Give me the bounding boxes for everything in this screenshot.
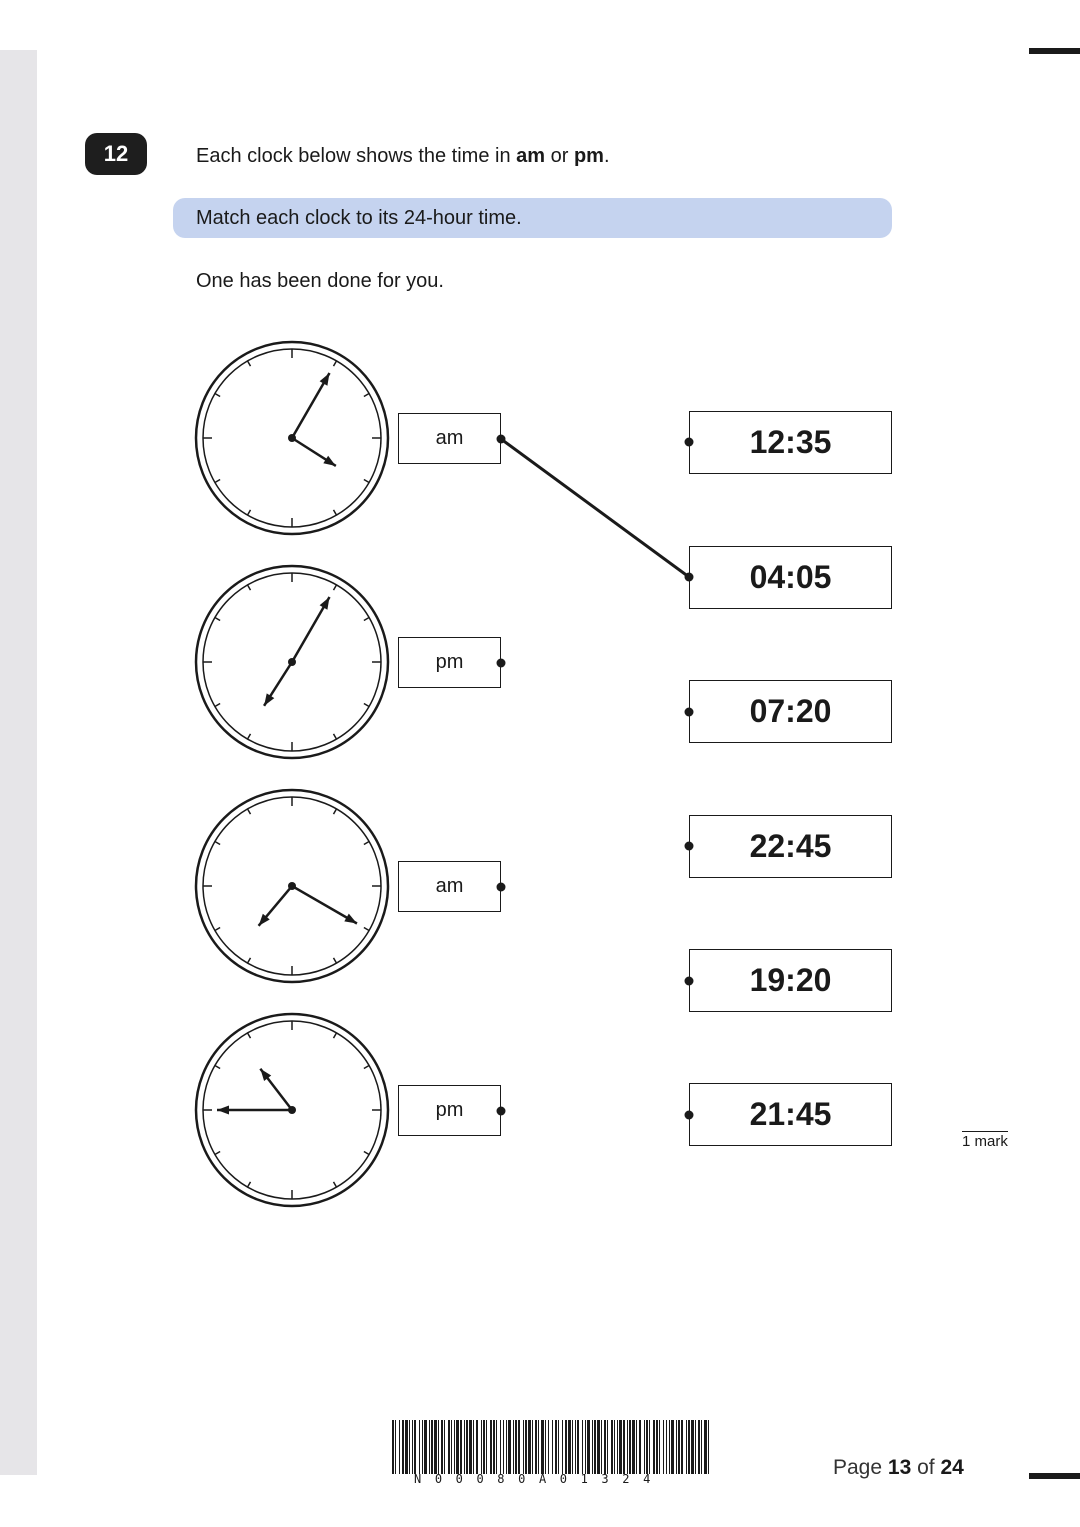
clock-3-dot	[497, 883, 506, 892]
barcode-bar	[678, 1420, 680, 1474]
barcode-bar	[688, 1420, 690, 1474]
barcode-bar	[424, 1420, 427, 1474]
barcode-bar	[572, 1420, 573, 1474]
question-number: 12	[85, 133, 147, 175]
barcode-bar	[708, 1420, 709, 1474]
time-box-3[interactable]: 07:20	[689, 680, 892, 743]
barcode-bar	[587, 1420, 590, 1474]
barcode-bar	[444, 1420, 445, 1474]
barcode-bar	[698, 1420, 700, 1474]
question-text-end: .	[603, 145, 610, 167]
mark-allocation: 1 mark	[962, 1133, 1008, 1150]
barcode-bar	[395, 1420, 396, 1474]
barcode-bar	[704, 1420, 707, 1474]
barcode-bar	[399, 1420, 400, 1474]
question-text-start: Each clock below shows the time in	[196, 145, 517, 167]
barcode-bar	[604, 1420, 606, 1474]
barcode-bar	[669, 1420, 670, 1474]
barcode-bar	[568, 1420, 571, 1474]
barcode-bar	[486, 1420, 487, 1474]
example-connector	[501, 439, 689, 577]
barcode-bar	[466, 1420, 468, 1474]
barcode-bar	[434, 1420, 437, 1474]
time-box-5[interactable]: 19:20	[689, 949, 892, 1012]
barcode-bar	[460, 1420, 462, 1474]
barcode-bar	[513, 1420, 514, 1474]
barcode-bar	[666, 1420, 667, 1474]
barcode-bar	[565, 1420, 567, 1474]
am-keyword: am	[516, 145, 546, 167]
barcode-bar	[496, 1420, 497, 1474]
pm-keyword: pm	[573, 145, 604, 167]
barcode-bar	[552, 1420, 553, 1474]
barcode-bar	[632, 1420, 635, 1474]
barcode-bar	[558, 1420, 559, 1474]
time-box-1[interactable]: 12:35	[689, 411, 892, 474]
barcode-bar	[627, 1420, 628, 1474]
page-number: 13	[887, 1456, 912, 1479]
barcode-bar	[392, 1420, 394, 1474]
clock-1-label[interactable]: am	[398, 413, 501, 464]
barcode-bar	[548, 1420, 549, 1474]
barcode-bar	[619, 1420, 622, 1474]
barcode-bar	[614, 1420, 615, 1474]
clock-2-pivot	[288, 658, 296, 666]
barcode-bar	[663, 1420, 664, 1474]
barcode-bar	[438, 1420, 439, 1474]
barcode-bar	[611, 1420, 613, 1474]
barcode-bar	[592, 1420, 593, 1474]
barcode-bar	[448, 1420, 450, 1474]
barcode-bar	[541, 1420, 544, 1474]
barcode-bar	[515, 1420, 517, 1474]
of-word: of	[917, 1456, 935, 1479]
barcode-bar	[525, 1420, 527, 1474]
barcode-bar	[653, 1420, 655, 1474]
barcode-bar	[503, 1420, 504, 1474]
barcode-bar	[671, 1420, 674, 1474]
time-box-4[interactable]: 22:45	[689, 815, 892, 878]
barcode-bar	[414, 1420, 416, 1474]
barcode-bar	[483, 1420, 485, 1474]
clock-3-label[interactable]: am	[398, 861, 501, 912]
barcode-bar	[575, 1420, 576, 1474]
barcode-bar	[617, 1420, 618, 1474]
barcode-bar	[607, 1420, 608, 1474]
barcode-bar	[562, 1420, 563, 1474]
barcode-bar	[585, 1420, 586, 1474]
barcode-bar	[481, 1420, 482, 1474]
instruction-banner: Match each clock to its 24-hour time.	[173, 198, 892, 238]
barcode-bar	[649, 1420, 650, 1474]
barcode-bar	[429, 1420, 430, 1474]
barcode-bar	[523, 1420, 524, 1474]
time-box-5-dot	[685, 977, 694, 986]
barcode-bar	[402, 1420, 404, 1474]
barcode-bar	[545, 1420, 546, 1474]
barcode-bar	[535, 1420, 537, 1474]
time-box-3-dot	[685, 708, 694, 717]
barcode-bar	[469, 1420, 472, 1474]
hint-text: One has been done for you.	[196, 270, 444, 292]
barcode-bar	[538, 1420, 539, 1474]
barcode-bar	[582, 1420, 583, 1474]
barcode	[392, 1420, 712, 1476]
time-box-2[interactable]: 04:05	[689, 546, 892, 609]
barcode-bar	[639, 1420, 641, 1474]
barcode-bar	[422, 1420, 423, 1474]
page-word: Page	[833, 1456, 883, 1479]
page-total: 24	[940, 1456, 964, 1479]
barcode-bar	[659, 1420, 660, 1474]
barcode-bar	[454, 1420, 455, 1474]
clock-2-label[interactable]: pm	[398, 637, 501, 688]
barcode-bar	[451, 1420, 452, 1474]
barcode-bar	[490, 1420, 492, 1474]
time-box-4-dot	[685, 842, 694, 851]
barcode-bar	[695, 1420, 696, 1474]
barcode-bar	[555, 1420, 557, 1474]
barcode-number: N00080A01324	[414, 1472, 664, 1486]
barcode-bar	[623, 1420, 625, 1474]
barcode-bar	[405, 1420, 408, 1474]
barcode-bar	[644, 1420, 645, 1474]
barcode-bar	[409, 1420, 410, 1474]
barcode-bar	[577, 1420, 579, 1474]
barcode-bar	[601, 1420, 602, 1474]
barcode-bar	[464, 1420, 465, 1474]
barcode-bar	[629, 1420, 631, 1474]
barcode-bar	[431, 1420, 433, 1474]
barcode-bar	[701, 1420, 702, 1474]
question-text-or: or	[545, 145, 574, 167]
barcode-bar	[419, 1420, 420, 1474]
barcode-bar	[676, 1420, 677, 1474]
clock-4-pivot	[288, 1106, 296, 1114]
barcode-bar	[686, 1420, 687, 1474]
barcode-bar	[412, 1420, 413, 1474]
barcode-bar	[532, 1420, 533, 1474]
barcode-bar	[594, 1420, 596, 1474]
barcode-bar	[441, 1420, 443, 1474]
barcode-bar	[646, 1420, 648, 1474]
barcode-bar	[656, 1420, 658, 1474]
barcode-bar	[476, 1420, 478, 1474]
clock-4-dot	[497, 1107, 506, 1116]
barcode-bar	[456, 1420, 459, 1474]
time-box-6[interactable]: 21:45	[689, 1083, 892, 1146]
barcode-bar	[597, 1420, 600, 1474]
barcode-bar	[636, 1420, 637, 1474]
barcode-bar	[518, 1420, 520, 1474]
time-box-1-dot	[685, 438, 694, 447]
barcode-bar	[500, 1420, 501, 1474]
clock-2-dot	[497, 659, 506, 668]
barcode-bar	[506, 1420, 507, 1474]
page-footer	[833, 1456, 964, 1480]
time-box-6-dot	[685, 1111, 694, 1120]
barcode-bar	[691, 1420, 694, 1474]
clock-3-pivot	[288, 882, 296, 890]
barcode-bar	[473, 1420, 474, 1474]
clock-4-label[interactable]: pm	[398, 1085, 501, 1136]
barcode-bar	[508, 1420, 511, 1474]
barcode-bar	[681, 1420, 683, 1474]
barcode-bar	[493, 1420, 495, 1474]
barcode-bar	[528, 1420, 531, 1474]
clock-1-pivot	[288, 434, 296, 442]
